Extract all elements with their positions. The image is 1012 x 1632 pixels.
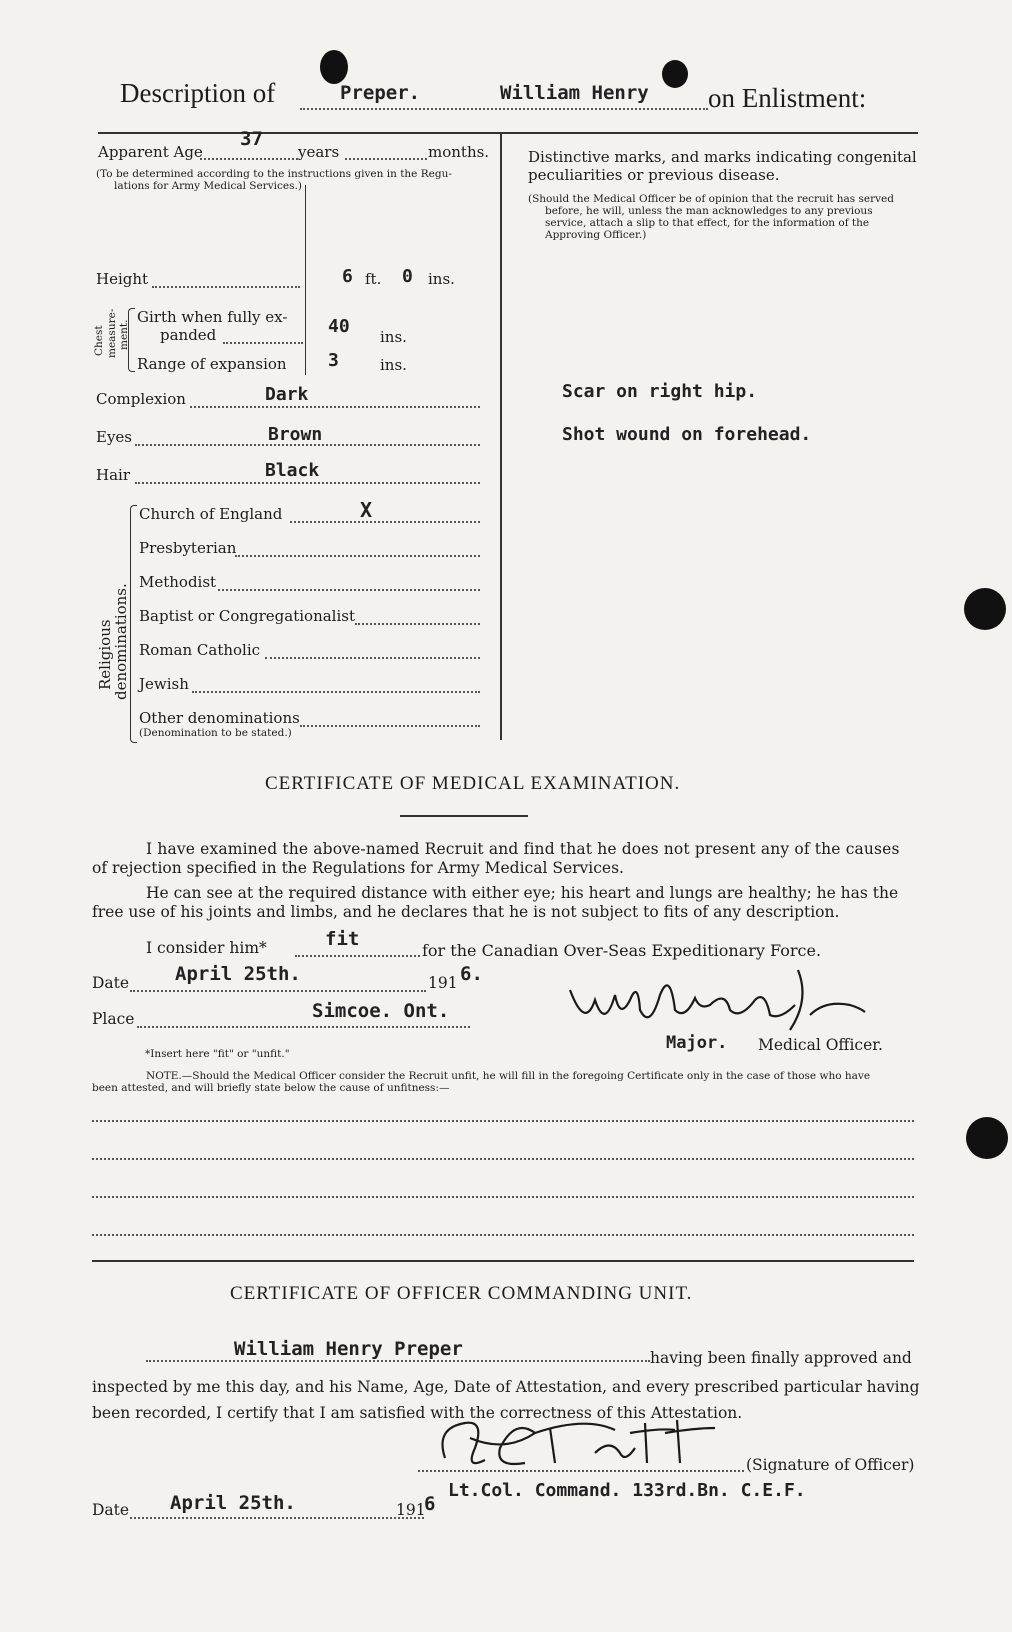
medical-title-rule (400, 815, 528, 817)
girth-value: 40 (328, 316, 350, 337)
range-value: 3 (328, 350, 339, 371)
religion-jewish: Jewish (139, 675, 189, 693)
chest-brace (128, 308, 135, 372)
girth-label-2: panded (160, 326, 217, 344)
religion-other: Other denominations (139, 709, 300, 727)
girth-dots (223, 342, 303, 344)
column-divider (500, 132, 502, 740)
complexion-label: Complexion (96, 390, 186, 408)
force-label: for the Canadian Over-Seas Expeditionary Force. (422, 941, 822, 960)
co-name-dots (146, 1360, 650, 1362)
co-year-digit: 6 (424, 1493, 436, 1515)
medical-para2-line2: free use of his joints and limbs, and he declares that he is not subject to fits of any description. (92, 903, 840, 921)
eyes-value: Brown (268, 424, 323, 445)
medical-para1-line2: of rejection specified in the Regulations for Army Medical Services. (92, 859, 624, 877)
eyes-label: Eyes (96, 428, 132, 446)
chest-side-label-3: ment. (118, 319, 130, 350)
religion-roman-catholic: Roman Catholic (139, 641, 261, 659)
co-signature-label: (Signature of Officer) (746, 1456, 915, 1474)
girth-label-1: Girth when fully ex- (137, 308, 288, 326)
medical-place-label: Place (92, 1010, 135, 1028)
medical-year-digit: 6. (460, 963, 483, 985)
medical-note-line1: NOTE.—Should the Medical Officer consider the Recruit unfit, he will fill in the foregoing Certificate only in the case of those who have (146, 1070, 871, 1082)
ink-blot (662, 60, 688, 88)
height-in-value: 0 (402, 266, 413, 287)
hair-value: Black (265, 460, 320, 481)
range-ins-label: ins. (380, 356, 407, 374)
fit-dots (295, 955, 420, 957)
ink-blot (320, 50, 348, 84)
religion-other-note: (Denomination to be stated.) (139, 727, 292, 739)
marks-note-2: before, he will, unless the man acknowledges to any previous (545, 205, 873, 217)
age-value: 37 (240, 128, 263, 150)
co-line3: been recorded, I certify that I am satisfied with the correctness of this Attestation. (92, 1404, 743, 1422)
medical-officer-signature (560, 960, 890, 1040)
religion-dots (265, 657, 480, 659)
months-dots (345, 158, 427, 160)
medical-certificate-title: CERTIFICATE OF MEDICAL EXAMINATION. (265, 773, 681, 794)
medical-rank-value: Major. (666, 1033, 728, 1053)
medical-date-label: Date (92, 974, 130, 992)
unfitness-line (92, 1234, 914, 1236)
co-line2: inspected by me this day, and his Name, Age, Date of Attestation, and every prescribed particular having (92, 1378, 920, 1396)
marks-heading-2: peculiarities or previous disease. (528, 166, 780, 184)
punch-hole (966, 1117, 1008, 1159)
punch-hole (964, 588, 1006, 630)
religion-dots (290, 521, 480, 523)
header-suffix: on Enlistment: (708, 83, 867, 113)
medical-note-line2: been attested, and will briefly state below the cause of unfitness:— (92, 1082, 450, 1094)
medical-place-value: Simcoe. Ont. (312, 1000, 450, 1022)
religion-side-label: Religious (96, 619, 114, 690)
medical-place-dots (137, 1026, 470, 1028)
medical-officer-label: Medical Officer. (758, 1036, 883, 1054)
ft-label: ft. (365, 270, 382, 288)
chest-side-label: Chest (93, 325, 105, 356)
religion-dots (300, 725, 480, 727)
chest-side-label-2: measure- (106, 308, 118, 358)
distinctive-mark-2: Shot wound on forehead. (562, 424, 812, 445)
header-dotted-line (300, 108, 708, 110)
co-name-value: William Henry Preper (234, 1338, 463, 1360)
height-ft-value: 6 (342, 266, 353, 287)
marks-note-4: Approving Officer.) (545, 229, 647, 241)
medical-year-prefix: 191 (428, 974, 458, 992)
hair-label: Hair (96, 466, 130, 484)
marks-heading-1: Distinctive marks, and marks indicating congenital (528, 148, 917, 166)
marks-note-3: service, attach a slip to that effect, for the information of the (545, 217, 870, 229)
religion-mark: X (360, 498, 373, 522)
age-label: Apparent Age (98, 143, 203, 161)
top-rule (98, 132, 918, 134)
religion-presbyterian: Presbyterian (139, 539, 237, 557)
hair-dots (135, 482, 480, 484)
religion-dots (235, 555, 480, 557)
distinctive-mark-1: Scar on right hip. (562, 381, 758, 402)
religion-dots (192, 691, 480, 693)
religion-methodist: Methodist (139, 573, 217, 591)
medical-date-value: April 25th. (175, 963, 301, 985)
commanding-certificate-title: CERTIFICATE OF OFFICER COMMANDING UNIT. (230, 1283, 693, 1304)
religion-dots (218, 589, 480, 591)
complexion-dots (190, 406, 480, 408)
unfitness-line (92, 1196, 914, 1198)
co-year-prefix: 191 (396, 1501, 426, 1519)
co-date-value: April 25th. (170, 1492, 296, 1514)
religion-side-label-2: denominations. (112, 583, 130, 700)
months-label: months. (428, 143, 490, 161)
medical-para1-line1: I have examined the above-named Recruit and find that he does not present any of the causes (146, 840, 900, 858)
insert-note: *Insert here "fit" or "unfit." (145, 1048, 290, 1060)
years-label: years (298, 143, 340, 161)
girth-ins-label: ins. (380, 328, 407, 346)
range-label: Range of expansion (137, 355, 287, 373)
complexion-value: Dark (265, 384, 309, 405)
religion-dots (355, 623, 480, 625)
header-prefix: Description of (120, 78, 276, 108)
header-surname: Preper. (340, 82, 421, 104)
unfitness-line (92, 1158, 914, 1160)
measure-divider (305, 185, 306, 375)
height-dots (152, 286, 300, 288)
medical-date-dots (130, 990, 426, 992)
age-note-2: lations for Army Medical Services.) (114, 180, 302, 192)
co-signature-dots (418, 1470, 744, 1472)
fit-value: fit (325, 928, 360, 950)
ins-label: ins. (428, 270, 455, 288)
consider-label: I consider him* (146, 939, 267, 957)
age-dots (200, 158, 298, 160)
religion-brace (130, 505, 137, 743)
section-rule (92, 1260, 914, 1262)
co-date-dots (130, 1517, 424, 1519)
medical-para2-line1: He can see at the required distance with either eye; his heart and lungs are healthy; he has the (146, 884, 899, 902)
co-date-label: Date (92, 1501, 130, 1519)
age-note-1: (To be determined according to the instructions given in the Regu- (96, 168, 452, 180)
religion-baptist: Baptist or Congregationalist (139, 607, 355, 625)
co-line1-suffix: having been finally approved and (650, 1349, 912, 1367)
unfitness-line (92, 1120, 914, 1122)
marks-note-1: (Should the Medical Officer be of opinion that the recruit has served (528, 193, 894, 205)
religion-church-of-england: Church of England (139, 505, 283, 523)
header-given-names: William Henry (500, 82, 649, 104)
co-rank-value: Lt.Col. Command. 133rd.Bn. C.E.F. (448, 1480, 806, 1501)
height-label: Height (96, 270, 149, 288)
